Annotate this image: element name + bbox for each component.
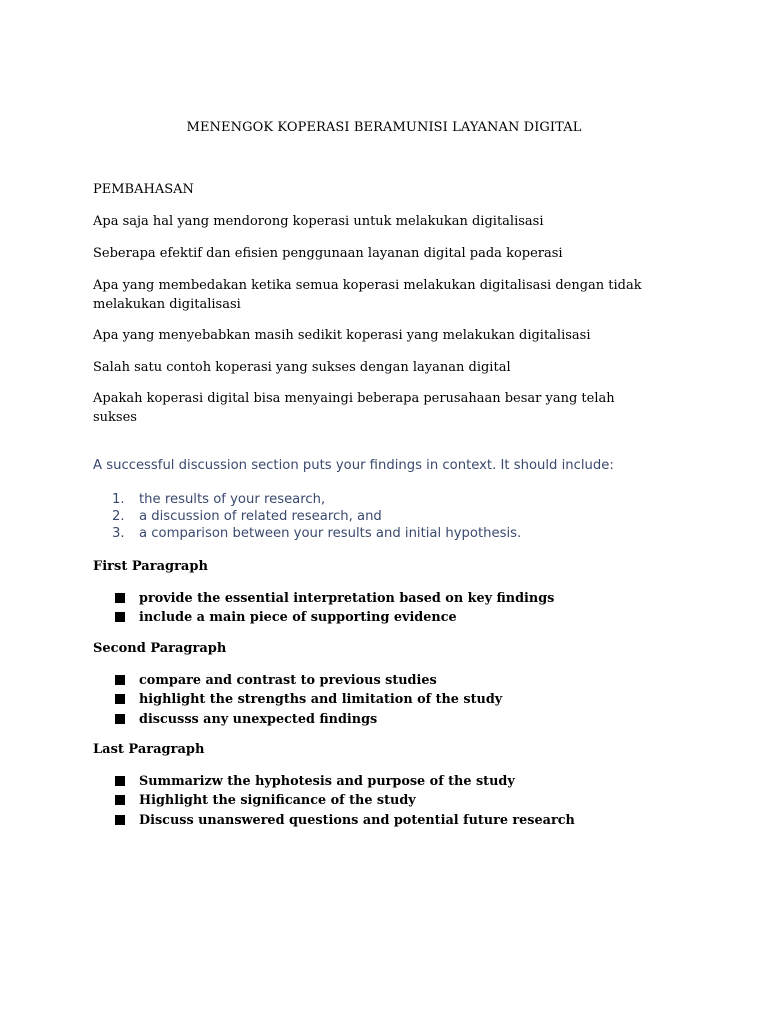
last-paragraph-heading: Last Paragraph: [93, 742, 205, 757]
square-bullet-icon: [115, 795, 125, 805]
question-5: Salah satu contoh koperasi yang sukses dengan layanan digital: [93, 360, 511, 375]
square-bullet-icon: [115, 815, 125, 825]
list-item-text: highlight the strengths and limitation of the study: [139, 692, 503, 708]
list-item-text: a discussion of related research, and: [139, 509, 382, 524]
list-item: [115, 671, 502, 690]
square-bullet-icon: [115, 675, 125, 685]
list-item: [112, 491, 521, 508]
list-item-text: Discuss unanswered questions and potential future research: [139, 812, 575, 828]
list-item-text: Highlight the significance of the study: [139, 793, 416, 809]
numbered-list: [112, 491, 521, 542]
question-6: Apakah koperasi digital bisa menyaingi beberapa perusahaan besar yang telah sukses: [93, 391, 615, 425]
intro-text: A successful discussion section puts your findings in context. It should include:: [93, 458, 614, 473]
document-title: MENENGOK KOPERASI BERAMUNISI LAYANAN DIGITAL: [186, 120, 582, 135]
list-item-text: discusss any unexpected findings: [139, 711, 378, 727]
list-item-text: include a main piece of supporting evidence: [139, 610, 457, 626]
list-number: 1.: [112, 492, 125, 507]
question-2: Seberapa efektif dan efisien penggunaan layanan digital pada koperasi: [93, 246, 563, 261]
list-item: [112, 508, 521, 525]
list-item-text: a comparison between your results and initial hypothesis.: [139, 526, 522, 541]
pembahasan-heading: PEMBAHASAN: [93, 182, 194, 197]
question-1: Apa saja hal yang mendorong koperasi untuk melakukan digitalisasi: [93, 214, 544, 229]
list-number: 2.: [112, 509, 125, 524]
question-4: Apa yang menyebabkan masih sedikit koperasi yang melakukan digitalisasi: [93, 328, 591, 343]
question-3: Apa yang membedakan ketika semua koperasi melakukan digitalisasi dengan tidak melakukan digitalisasi: [93, 278, 642, 312]
list-item: [115, 791, 575, 810]
list-item: [115, 608, 554, 627]
square-bullet-icon: [115, 694, 125, 704]
list-item: [115, 811, 575, 830]
list-number: 3.: [112, 526, 125, 541]
square-bullet-icon: [115, 612, 125, 622]
list-item-text: provide the essential interpretation based on key findings: [139, 591, 555, 606]
list-item-text: Summarizw the hyphotesis and purpose of the study: [139, 774, 515, 789]
list-item: [115, 690, 502, 709]
square-bullet-icon: [115, 714, 125, 724]
square-bullet-icon: [115, 593, 125, 603]
list-item-text: the results of your research,: [139, 492, 326, 507]
second-paragraph-list: [115, 671, 502, 729]
last-paragraph-list: [115, 772, 575, 830]
first-paragraph-list: [115, 589, 554, 628]
list-item: [115, 772, 575, 791]
second-paragraph-heading: Second Paragraph: [93, 641, 227, 656]
list-item-text: compare and contrast to previous studies: [139, 673, 437, 688]
list-item: [112, 525, 521, 542]
list-item: [115, 710, 502, 729]
first-paragraph-heading: First Paragraph: [93, 559, 208, 574]
square-bullet-icon: [115, 776, 125, 786]
list-item: [115, 589, 554, 608]
